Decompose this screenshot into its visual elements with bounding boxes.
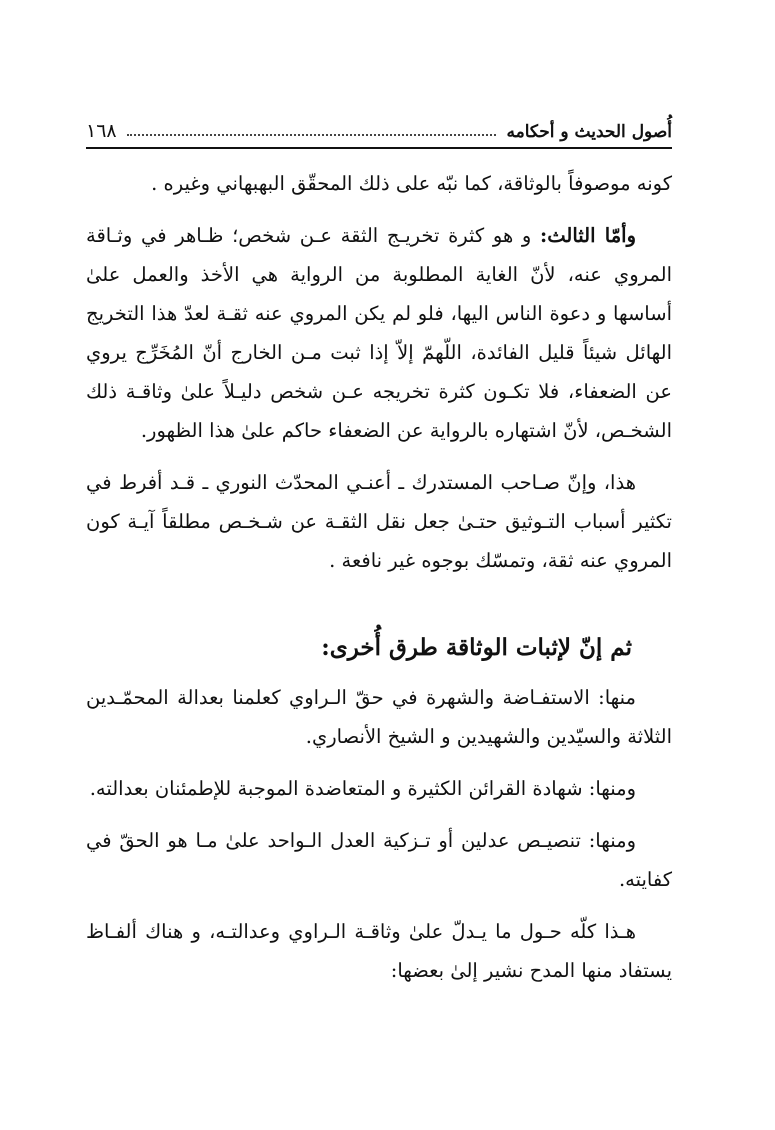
page-body xyxy=(86,164,672,1003)
list-item-2: ومنها: شهادة القرائن الكثيرة و المتعاضدة الموجبة للإطمئنان بعدالته. xyxy=(89,777,636,800)
header-dot-leader xyxy=(127,133,497,136)
paragraph-2-lead: وأمّا الثالث: xyxy=(540,224,636,247)
list-item-1: منها: الاستفـاضة والشهرة في حقّ الـراوي كعلمنا بعدالة المحمّـدين الثلاثة والسيّدين والشهيدين و الشيخ الأنصاري. xyxy=(86,686,672,748)
running-header xyxy=(86,112,672,142)
closing-paragraph: هـذا كلّه حـول ما يـدلّ علىٰ وثاقـة الـراوي وعدالتـه، و هناك ألفـاظ يستفاد منها المدح نشير إلىٰ بعضها: xyxy=(86,920,672,982)
section-heading: ثم إنّ لإثبات الوثاقة طرق أُخرى: xyxy=(321,634,632,661)
list-item-3: ومنها: تنصيـص عدلين أو تـزكية العدل الـواحد علىٰ مـا هو الحقّ في كفايته. xyxy=(86,829,672,891)
paragraph-1: كونه موصوفاً بالوثاقة، كما نبّه على ذلك المحقّق البهبهاني وغيره . xyxy=(151,172,672,195)
paragraph-2-text: و هو كثرة تخريـج الثقة عـن شخص؛ ظـاهر في وثـاقة المروي عنه، لأنّ الغاية المطلوبة من الرواية هي الأخذ والعمل علىٰ أساسها و دعوة الناس اليها، فلو لم يكن المروي عنه ثقـة لعدّ هذا التخريج الهائل شيئاً قليل الفائدة، اللّهمّ إلاّ إذا ثبت مـن الخارج أنّ المُخَرِّج يروي عن الضعفاء، فلا تكـون كثرة تخريجه عـن شخص دليـلاً علىٰ وثاقـة ذلك الشخـص، لأنّ اشتهاره بالرواية عن الضعفاء حاكم علىٰ هذا الظهور. xyxy=(86,224,673,442)
paragraph-2 xyxy=(86,216,672,450)
page-number: ١٦٨ xyxy=(86,120,117,142)
header-rule xyxy=(86,147,672,149)
header-title: أُصول الحديث و أحكامه xyxy=(506,122,672,142)
paragraph-3: هذا، وإنّ صـاحب المستدرك ـ أعنـي المحدّث النوري ـ قـد أفرط في تكثير أسباب التـوثيق حتـىٰ جعل نقل الثقـة عن شـخـص مطلقاً آيـة كون المروي عنه ثقة، وتمسّك بوجوه غير نافعة . xyxy=(86,471,672,572)
